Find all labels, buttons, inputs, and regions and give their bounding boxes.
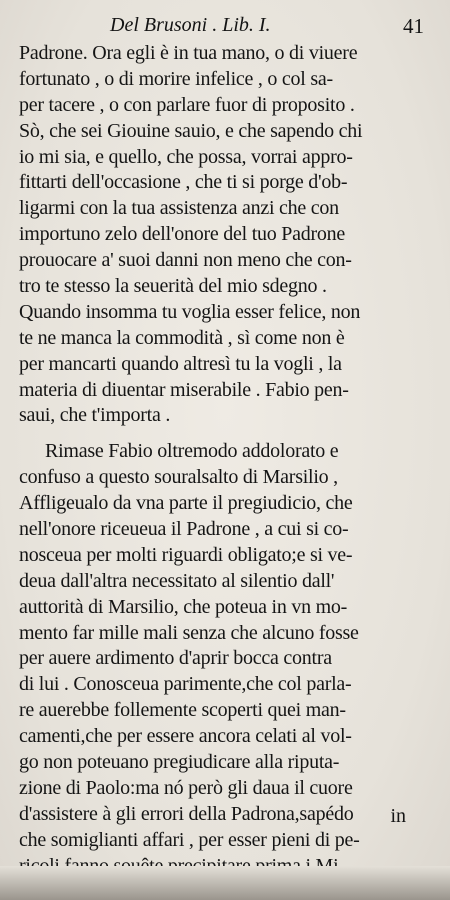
text-line: per mancarti quando altresì tu la vogli , la <box>19 352 342 375</box>
text-line: re auerebbe follemente scoperti quei man- <box>19 699 346 722</box>
text-line: deua dall'altra necessitato al silentio dall' <box>19 569 335 592</box>
text-line: confuso a questo souralsalto di Marsilio , <box>19 466 338 489</box>
text-line: Affligeualo da vna parte il pregiudicio, che <box>19 492 353 515</box>
text-line: tro te stesso la seuerità del mio sdegno . <box>19 275 327 298</box>
body-text <box>19 41 423 900</box>
running-head: Del Brusoni . Lib. I. <box>110 14 271 36</box>
text-line: Rimase Fabio oltremodo addolorato e <box>45 440 339 463</box>
paragraph-2 <box>19 439 423 900</box>
catchword: in <box>390 805 406 827</box>
text-line: materia di diuentar miserabile . Fabio pen- <box>19 378 349 401</box>
text-line: fortunato , o di morire infelice , o col sa- <box>19 67 333 90</box>
text-line: che somiglianti affari , per esser pieni di pe- <box>19 828 360 851</box>
text-line: camenti,che per essere ancora celati al vol- <box>19 725 352 748</box>
text-line: di lui . Conosceua parimente,che col parla- <box>19 673 352 696</box>
text-line: saui, che t'importa . <box>19 404 171 427</box>
text-line: prouocare a' suoi danni non meno che con- <box>19 249 352 272</box>
page-bottom-shadow <box>0 866 450 900</box>
text-line: ligarmi con la tua assistenza anzi che con <box>19 197 339 220</box>
text-line: d'assistere à gli errori della Padrona,sapédo <box>19 802 354 825</box>
text-line: Sò, che sei Giouine sauio, e che sapendo chi <box>19 119 363 142</box>
text-line: Quando insomma tu voglia esser felice, non <box>19 300 361 323</box>
text-line: per tacere , o con parlare fuor di proposito . <box>19 93 355 116</box>
paragraph-1 <box>19 41 423 429</box>
text-line: per auere ardimento d'aprir bocca contra <box>19 647 332 670</box>
text-line: mento far mille mali senza che alcuno fosse <box>19 621 359 644</box>
text-line: importuno zelo dell'onore del tuo Padrone <box>19 223 346 246</box>
page-number: 41 <box>403 14 424 38</box>
text-line: io mi sia, e quello, che possa, vorrai appro- <box>19 145 353 168</box>
text-line: zione di Paolo:ma nó però gli daua il cuore <box>19 776 353 799</box>
text-line: nell'onore riceueua il Padrone , a cui si co- <box>19 518 349 541</box>
text-line: go non poteuano pregiudicare alla riputa- <box>19 751 340 774</box>
text-line: Padrone. Ora egli è in tua mano, o di viuere <box>19 42 358 64</box>
page-header <box>110 14 424 44</box>
text-line: auttorità di Marsilio, che poteua in vn mo- <box>19 595 348 618</box>
text-line: fittarti dell'occasione , che ti si porge d'ob- <box>19 171 348 194</box>
text-line: te ne manca la commodità , sì come non è <box>19 326 345 349</box>
text-line: nosceua per molti riguardi obligato;e si ve- <box>19 543 353 566</box>
